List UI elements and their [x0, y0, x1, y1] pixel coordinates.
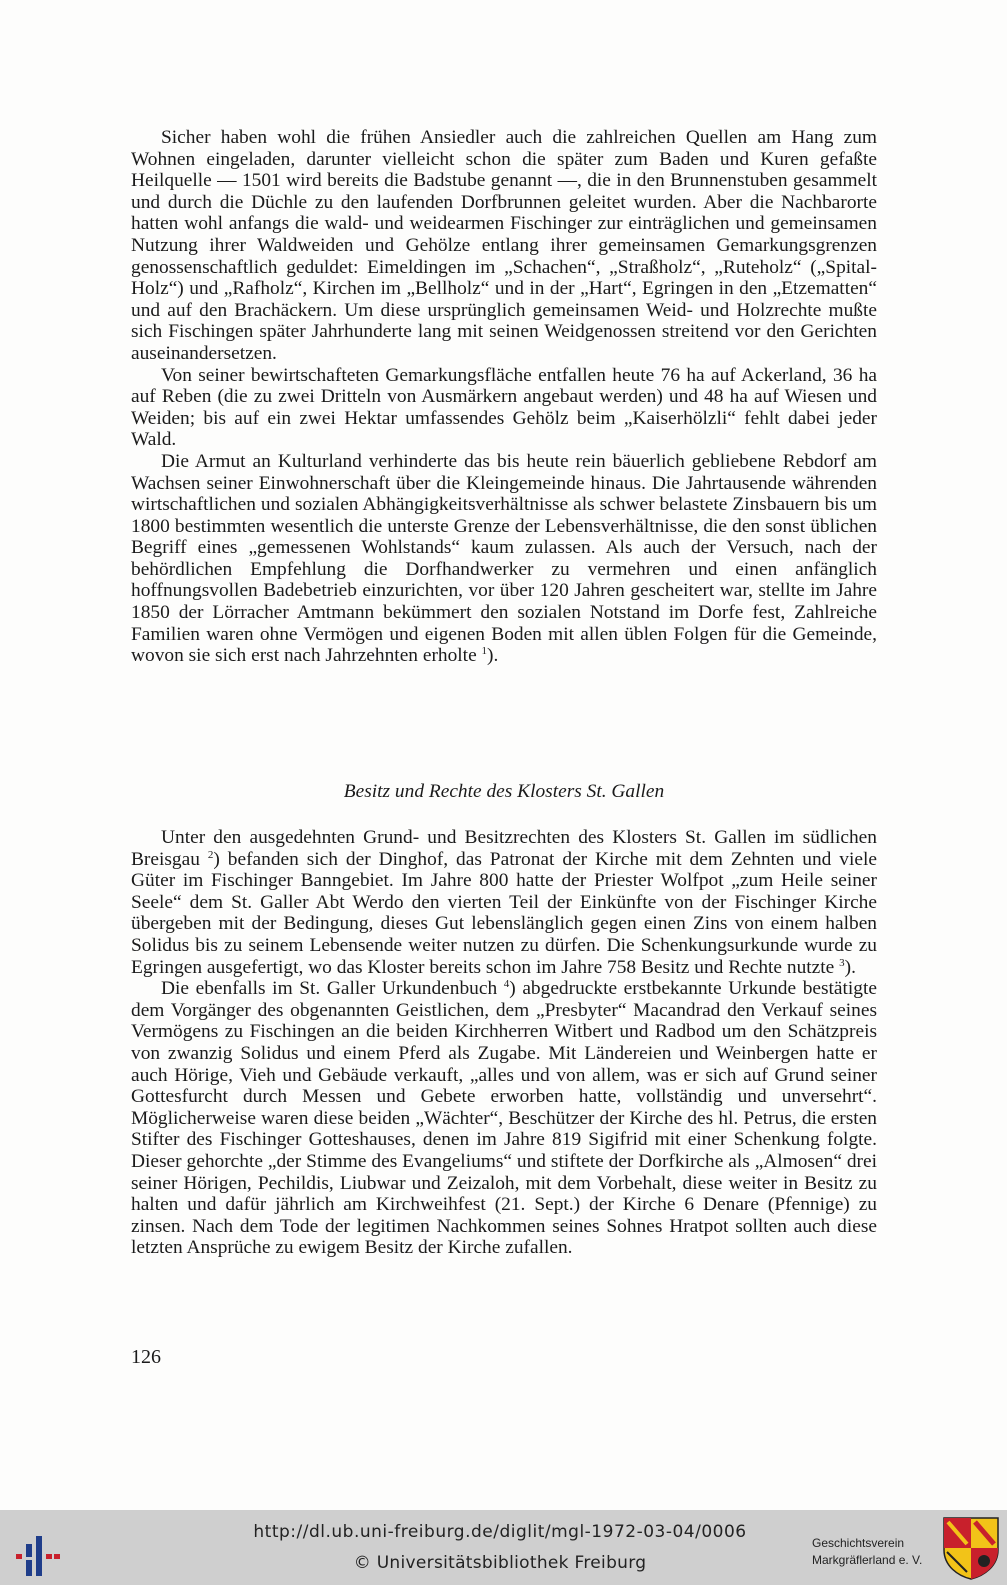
society-crest-icon — [942, 1516, 1000, 1580]
paragraph-3-text: Die Armut an Kulturland verhinderte das bis heute rein bäuerlich gebliebene Rebdorf am Wachsen seiner Einwohnerschaft über die Kleingemeinde hinaus. Die Jahrtausende währenden wirtschaftlichen und sozialen Abhängigkeitsverhältnisse als schwer belastete Zinsbauern bis um 1800 bestimmten wesentlich die unterste Grenze der Lebensverhältnisse, die den sonst üblichen Begriff eines „gemessenen Wohlstands“ kaum zulassen. Als auch der Versuch, nach der behördlichen Empfehlung die Dorfhandwerker zu vermehren und einen anfänglich hoffnungsvollen Badebetrieb einzurichten, vor über 120 Jahren gescheitert war, stellte im Jahre 1850 der Lörracher Amtmann bekümmert den sozialen Notstand im Dorfe fest, Zahlreiche Familien waren ohne Vermögen und eigenen Boden mit allen üblen Folgen für die Gemeinde, wovon sie sich erst nach Jahrzehnten erholte — [131, 450, 877, 667]
footnote-ref-1: 1 — [481, 645, 488, 658]
footnote-ref-3: 3 — [839, 956, 845, 969]
paragraph-5-text-a: Die ebenfalls im St. Galler Urkundenbuch — [161, 978, 498, 1000]
paragraph-1: Sicher haben wohl die frühen Ansiedler auch die zahlreichen Quellen am Hang zum Wohnen eingeladen, darunter vielleicht schon die später zum Baden und Kuren gefaßte Heilquelle — 1501 wird bereits die Badstube genannt —, die in den Brunnenstuben gesammelt und durch die Düchle zu den laufenden Dorfbrunnen geleitet wurden. Aber die Nachbarorte hatten wohl anfangs die wald- und weidearmen Fischinger zur einträglichen und gemeinsamen Nutzung ihrer Waldweiden und Gehölze entlang ihrer gemeinsamen Gemarkungsgrenzen genossenschaftlich geduldet: Eimeldingen im „Schachen“, „Straßholz“, „Ruteholz“ („Spital-Holz“) und „Rafholz“, Kirchen im „Bellholz“ und in der „Hart“, Egringen in den „Etzematten“ und auf den Brachäckern. Um diese ursprünglich gemeinsamen Weid- und Holzrechte mußte sich Fischingen später Jahrhunderte lang mit seinen Weidgenossen streitend vor den Gerichten auseinandersetzen. — [131, 127, 877, 364]
footer-bar — [0, 1510, 1007, 1585]
paragraph-4 — [131, 827, 877, 978]
section-heading: Besitz und Rechte des Klosters St. Gallen — [343, 781, 665, 802]
paragraph-3 — [131, 451, 877, 667]
society-line-1: Geschichtsverein — [812, 1536, 905, 1550]
paragraph-3-end: ). — [487, 645, 499, 667]
footnote-ref-2: 2 — [207, 848, 214, 861]
paragraph-4-text-b: ) befanden sich der Dinghof, das Patronat der Kirche mit dem Zehnten und viele Güter im Fischinger Banngebiet. Im Jahre 800 hatte der Priester Wolfpot „zum Heile seiner Seele“ dem St. Galler Abt Werdo den vierten Teil der Einkünfte von der Fischinger Kirche übergeben mit der Bedingung, dieses Gut lebenslänglich gegen einen Zins von einem halben Solidus bis zu seinem Lebensende weiter nutzen zu dürfen. Die Schenkungsurkunde wurde zu Egringen ausgefertigt, wo das Kloster bereits schon im Jahre 758 Besitz und Rechte nutzte — [131, 848, 877, 978]
paragraph-4-text-a: Unter den ausgedehnten Grund- und Besitzrechten des Klosters St. Gallen im südlichen Breisgau — [131, 827, 877, 870]
paragraph-5 — [131, 978, 877, 1259]
footnote-ref-4: 4 — [503, 978, 510, 991]
footer-society-name — [812, 1535, 932, 1569]
footer-copyright: © Universitätsbibliothek Freiburg — [353, 1553, 647, 1573]
paragraph-2: Von seiner bewirtschafteten Gemarkungsfläche entfallen heute 76 ha auf Ackerland, 36 ha auf Reben (die zu zwei Dritteln von Ausmärkern angebaut werden) und 48 ha auf Wiesen und Weiden; bis auf ein zwei Hektar umfassendes Gehölz beim „Kaiserhölzli“ fehlt dabei jeder Wald. — [131, 364, 877, 451]
society-line-2: Markgräflerland e. V. — [812, 1553, 923, 1567]
page-number: 126 — [131, 1346, 161, 1368]
footer-url-link[interactable]: http://dl.ub.uni-freiburg.de/diglit/mgl-1972-03-04/0006 — [253, 1522, 747, 1542]
body-text-bottom — [131, 827, 877, 1259]
ub-freiburg-logo-icon[interactable] — [14, 1530, 64, 1580]
paragraph-4-end: ). — [844, 956, 856, 978]
body-text-top — [131, 127, 877, 667]
paragraph-5-text-b: ) abgedruckte erstbekannte Urkunde bestätigte dem Vorgänger des obgenannten Geistlichen, dem „Presbyter“ Macandrad den Verkauf seines Vermögens zu Fischingen an die beiden Kirchherren Witbert und Radbod um den Schätzpreis von zwanzig Solidus und einem Pferd als Zugabe. Mit Ländereien und Weinbergen hatte er auch Hörige, Vieh und Gebäude verkauft, „alles und von allem, was er sich auf Grund seiner Gottesfurcht durch Messen und Gebete erworben hatte, vollständig und unversehrt“. Möglicherweise waren diese beiden „Wächter“, Beschützer der Kirche des hl. Petrus, die ersten Stifter des Fischinger Gotteshauses, denen im Jahre 819 Sigifrid mit einer Schenkung folgte. Dieser gehorchte „der Stimme des Evangeliums“ und stiftete der Dorfkirche als „Almosen“ drei seiner Hörigen, Pechildis, Liubwar und Zeizaloh, mit dem Vorbehalt, diese weiter in Besitz zu halten und dafür jährlich am Kirchweihfest (21. Sept.) der Kirche 6 Denare (Pfennige) zu zinsen. Nach dem Tode der legitimen Nachkommen seines Sohnes Hratpot sollten auch diese letzten Ansprüche zu ewigem Besitz der Kirche zufallen. — [131, 978, 877, 1259]
